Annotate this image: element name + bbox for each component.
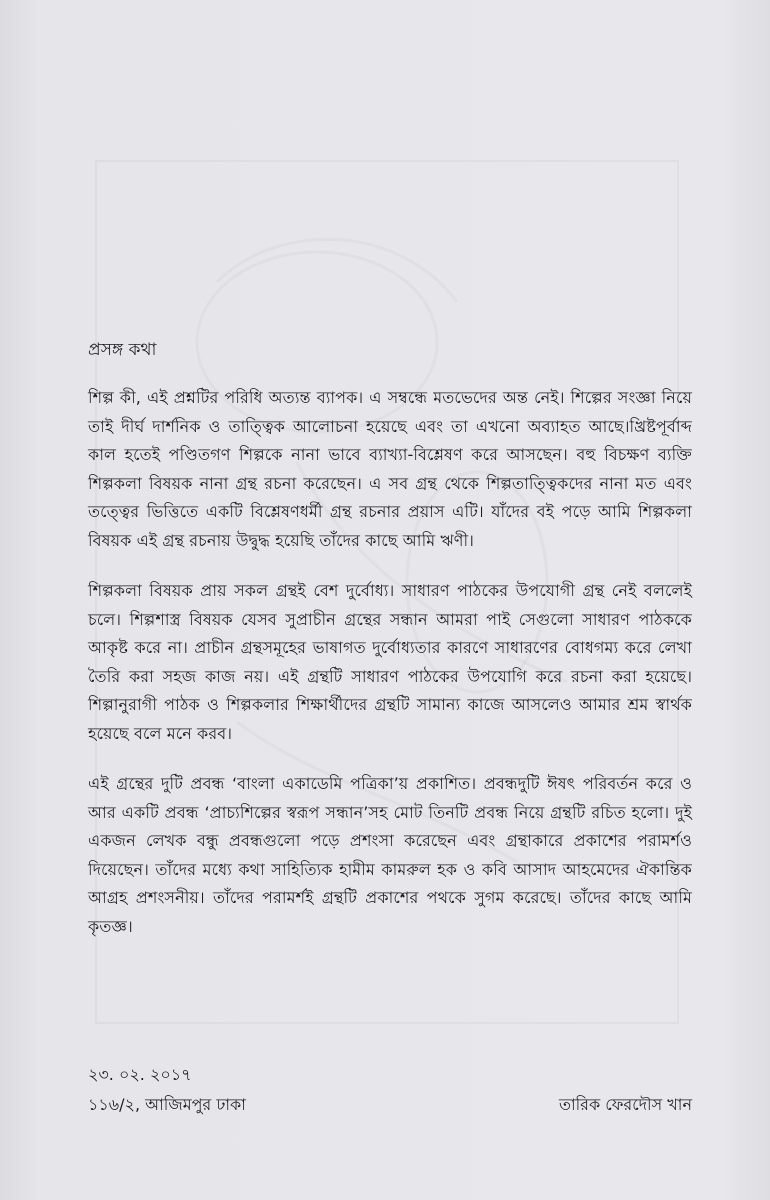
address: ১১৬/২, আজিমপুর ঢাকা	[88, 1095, 246, 1114]
signature-block	[88, 1060, 692, 1120]
preface-paragraph-2: শিল্পকলা বিষয়ক প্রায় সকল গ্রন্থই বেশ দুর্বোধ্য। সাধারণ পাঠকের উপযোগী গ্রন্থ নেই বললেই চলে। শিল্পশাস্ত্র বিষয়ক যেসব সুপ্রাচীন গ্রন্থের সন্ধান আমরা পাই সেগুলো সাধারণ পাঠককে আকৃষ্ট করে না। প্রাচীন গ্রন্থসমূহের ভাষাগত দুর্বোধ্যতার কারণে সাধারণের বোধগম্য করে লেখা তৈরি করা সহজ কাজ নয়। এই গ্রন্থটি সাধারণ পাঠকের উপযোগি করে রচনা করা হয়েছে। শিল্পানুরাগী পাঠক ও শিল্পকলার শিক্ষার্থীদের গ্রন্থটি সামান্য কাজে আসলেও আমার শ্রম স্বার্থক হয়েছে বলে মনে করব।	[88, 581, 692, 743]
preface-paragraph-3: এই গ্রন্থের দুটি প্রবন্ধ ‘বাংলা একাডেমি পত্রিকা’য় প্রকাশিত। প্রবন্ধদুটি ঈষৎ পরিবর্তন করে ও আর একটি প্রবন্ধ ‘প্রাচ্যশিল্পের স্বরূপ সন্ধান’সহ মোট তিনটি প্রবন্ধ নিয়ে গ্রন্থটি রচিত হলো। দুই একজন লেখক বন্ধু প্রবন্ধগুলো পড়ে প্রশংসা করেছেন এবং গ্রন্থাকারে প্রকাশের পরামর্শও দিয়েছেন। তাঁদের মধ্যে কথা সাহিত্যিক হামীম কামরুল হক ও কবি আসাদ আহমেদের ঐকান্তিক আগ্রহ প্রশংসনীয়। তাঁদের পরামর্শই গ্রন্থটি প্রকাশের পথকে সুগম করেছে। তাঁদের কাছে আমি কৃতজ্ঞ।	[88, 774, 692, 936]
author-name: তারিক ফেরদৌস খান	[558, 1095, 692, 1114]
preface-paragraph-1: শিল্প কী, এই প্রশ্নটির পরিধি অত্যন্ত ব্যাপক। এ সম্বন্ধে মতভেদের অন্ত নেই। শিল্পের সংজ্ঞা নিয়ে তাই দীর্ঘ দার্শনিক ও তাত্ত্বিক আলোচনা হয়েছে এবং তা এখনো অব্যাহত আছে।খ্রিষ্টপূর্বাব্দ কাল হতেই পণ্ডিতগণ শিল্পকে নানা ভাবে ব্যাখ্যা-বিশ্লেষণ করে আসছেন। বহু বিচক্ষণ ব্যক্তি শিল্পকলা বিষয়ক নানা গ্রন্থ রচনা করেছেন। এ সব গ্রন্থ থেকে শিল্পতাত্ত্বিকদের নানা মত এবং তত্ত্বের ভিত্তিতে একটি বিশ্লেষণধর্মী গ্রন্থ রচনার প্রয়াস এটি। যাঁদের বই পড়ে আমি শিল্পকলা বিষয়ক এই গ্রন্থ রচনায় উদ্বুদ্ধ হয়েছি তাঁদের কাছে আমি ঋণী।	[88, 388, 692, 550]
preface-content	[88, 338, 692, 963]
date: ২৩. ০২. ২০১৭	[88, 1065, 192, 1084]
preface-heading: প্রসঙ্গ কথা	[88, 340, 157, 360]
